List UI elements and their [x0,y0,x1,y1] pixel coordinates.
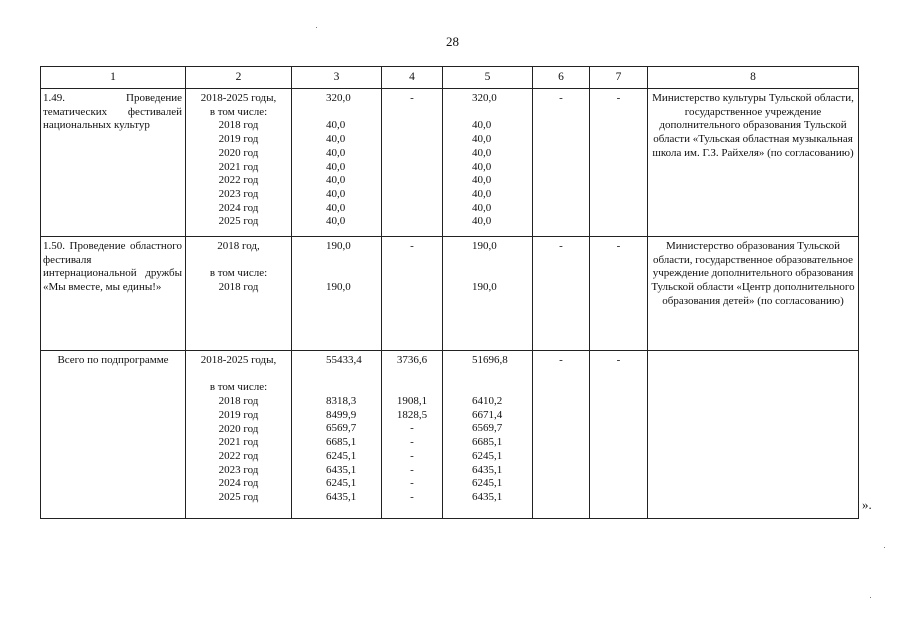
period-line: 2018 год [218,281,259,294]
value-line [385,381,439,395]
period-line: 2021 год [218,436,259,449]
header-col-2: 2 [186,67,292,89]
closing-quote-mark: ». [862,497,872,512]
period-line: 2020 год [218,422,259,435]
cell-activity-name: 1.49. Проведение тематических фестивалей национальных культур [41,89,186,237]
value-line: 6410,2 [472,395,503,408]
value-line: - [410,449,414,462]
period-line: 2018 год [218,119,259,132]
header-col-7: 7 [590,67,648,89]
period-line: 2018-2025 годы, [200,354,277,366]
period-line: 2023 год [218,187,259,200]
period-line: 2019 год [218,408,259,421]
program-table [40,66,859,519]
value-line: 1908,1 [396,395,428,408]
period-line: 2018 год [218,395,259,408]
period-line: 2024 год [218,201,259,214]
value-line: 40,0 [472,174,492,187]
period-line: 2018 год, [217,240,260,252]
cell-activity-name: 1.50. Проведение областного фестиваля интернациональной дружбы «Мы вместе, мы едины!» [41,237,186,351]
period-line: в том числе: [209,105,268,118]
value-line [385,368,439,382]
scan-speck [870,597,871,598]
cell-col3 [292,237,382,351]
value-line [472,254,529,268]
cell-col7: - [590,351,648,519]
cell-col4 [382,237,443,351]
value-line: - [410,436,414,449]
cell-responsible-org [648,351,859,519]
value-line: - [410,463,414,476]
value-line: 190,0 [472,281,497,294]
value-line: 40,0 [326,187,346,200]
period-line: 2019 год [218,133,259,146]
cell-col7: - [590,89,648,237]
value-line: 55433,4 [326,354,362,366]
period-line: 2025 год [218,215,259,228]
period-line: 2023 год [218,463,259,476]
value-line: 6245,1 [326,477,357,490]
table-row [41,237,859,351]
value-line: 3736,6 [396,354,428,366]
cell-col4 [382,89,443,237]
value-line [472,267,529,281]
table-row [41,89,859,237]
period-line: 2021 год [218,160,259,173]
header-col-5: 5 [443,67,533,89]
value-line: 6569,7 [472,422,503,435]
table-row [41,351,859,519]
cell-col3 [292,89,382,237]
value-line: 190,0 [472,240,497,252]
value-line [472,381,529,395]
value-line: 40,0 [326,215,346,228]
cell-col6: - [533,237,590,351]
cell-activity-name: Всего по подпрограмме [41,351,186,519]
cell-col7: - [590,237,648,351]
value-line: 40,0 [326,146,346,159]
scan-speck [884,547,885,548]
value-line: 8499,9 [326,408,357,421]
value-line: 40,0 [472,160,492,173]
value-line: 6245,1 [472,477,503,490]
period-line: в том числе: [209,267,268,280]
value-line: 40,0 [326,201,346,214]
value-line: 6435,1 [326,491,357,503]
value-line: 40,0 [472,133,492,146]
value-line: 40,0 [326,119,346,132]
period-line: в том числе: [209,381,268,394]
value-line: 40,0 [326,174,346,187]
value-line: 8318,3 [326,395,357,408]
scan-speck [316,27,317,28]
cell-col6: - [533,89,590,237]
value-line: 320,0 [472,92,497,104]
value-line: 6671,4 [472,408,503,421]
header-col-6: 6 [533,67,590,89]
value-line: 40,0 [472,201,492,214]
cell-col5 [443,89,533,237]
cell-period [186,351,292,519]
value-line: - [410,422,414,435]
value-line: 6245,1 [472,449,503,462]
page-number: 28 [446,34,459,49]
value-line [472,368,529,382]
value-line: - [410,92,414,104]
value-line [326,254,378,268]
cell-period [186,89,292,237]
value-line: - [410,477,414,490]
cell-col3 [292,351,382,519]
value-line: 320,0 [326,92,351,104]
value-line [326,106,378,120]
value-line: 6435,1 [472,463,503,476]
header-col-3: 3 [292,67,382,89]
value-line: 190,0 [326,240,351,252]
value-line: 51696,8 [472,354,508,366]
value-line: 40,0 [326,160,346,173]
period-line: 2022 год [218,449,259,462]
period-line: 2024 год [218,477,259,490]
cell-col4 [382,351,443,519]
value-line: 40,0 [472,215,492,228]
period-line: 2022 год [218,174,259,187]
value-line: 6685,1 [326,436,357,449]
period-line [189,368,288,382]
cell-responsible-org: Министерство образования Тульской области, государственное образовательное учреждение дополнительного образования Тульской области «Центр дополнительного образования детей» (по согласованию) [648,237,859,351]
period-line [189,254,288,268]
value-line: 6245,1 [326,449,357,462]
value-line: 6685,1 [472,436,503,449]
value-line: 6435,1 [472,491,503,503]
header-row [41,67,859,89]
value-line: 40,0 [472,187,492,200]
cell-col5 [443,237,533,351]
value-line [326,267,378,281]
header-col-4: 4 [382,67,443,89]
value-line: 40,0 [326,133,346,146]
value-line [326,368,378,382]
cell-period [186,237,292,351]
value-line: 40,0 [472,119,492,132]
value-line [472,106,529,120]
value-line: - [410,240,414,252]
value-line: - [410,491,414,503]
value-line: 6569,7 [326,422,357,435]
cell-col6: - [533,351,590,519]
header-col-8: 8 [648,67,859,89]
value-line: 6435,1 [326,463,357,476]
cell-col5 [443,351,533,519]
value-line: 40,0 [472,146,492,159]
period-line: 2020 год [218,146,259,159]
cell-responsible-org: Министерство культуры Тульской области, государственное учреждение дополнительного образования Тульской области «Тульская областная музыкальная школа им. Г.З. Райхеля» (по согласованию) [648,89,859,237]
value-line [326,381,378,395]
period-line: 2025 год [218,491,259,504]
value-line: 190,0 [326,281,351,294]
header-col-1: 1 [41,67,186,89]
value-line: 1828,5 [396,408,428,421]
period-line: 2018-2025 годы, [200,92,277,104]
